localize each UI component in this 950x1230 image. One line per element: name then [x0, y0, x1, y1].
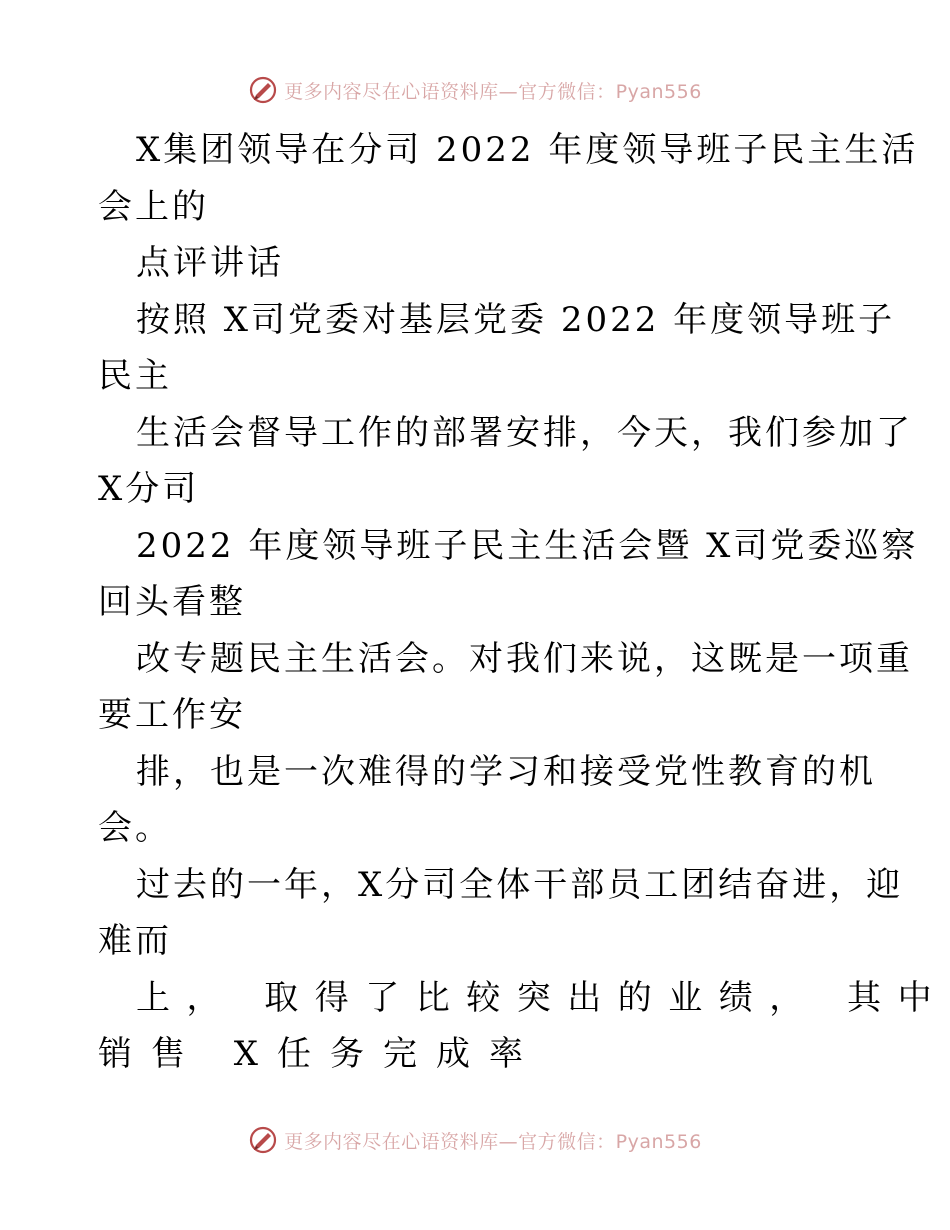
body-line: 2022 年度领导班子民主生活会暨 X司党委巡察 — [136, 525, 919, 566]
body-line: 按照 X司党委对基层党委 2022 年度领导班子 — [136, 299, 896, 340]
body-line: 点评讲话 — [136, 243, 284, 283]
watermark-text: 更多内容尽在心语资料库—官方微信：Pyan556 — [284, 80, 702, 103]
body-line: X分司 — [98, 469, 200, 509]
body-line: 改专题民主生活会。对我们来说，这既是一项重 — [136, 638, 913, 679]
body-line: 排，也是一次难得的学习和接受党性教育的机 — [136, 751, 876, 792]
body-line: 要工作安 — [98, 695, 246, 735]
pen-circle-logo-icon — [248, 1125, 278, 1155]
document-body — [98, 122, 949, 1083]
pen-circle-logo-icon — [248, 75, 278, 105]
body-line: 难而 — [98, 921, 172, 961]
watermark-text: 更多内容尽在心语资料库—官方微信：Pyan556 — [284, 1130, 702, 1153]
body-line: 会。 — [98, 808, 172, 848]
body-line: 上， 取得了比较突出的业绩， 其中 — [136, 977, 949, 1018]
body-line: 过去的一年，X分司全体干部员工团结奋进，迎 — [136, 864, 904, 905]
body-line: 回头看整 — [98, 582, 246, 622]
body-line: 民主 — [98, 356, 172, 396]
body-line: X集团领导在分司 2022 年度领导班子民主生活 — [136, 130, 919, 170]
watermark-header — [0, 70, 950, 110]
body-line: 销售 X任务完成率 — [98, 1034, 543, 1074]
body-line: 生活会督导工作的部署安排，今天，我们参加了 — [136, 412, 913, 453]
body-line: 会上的 — [98, 186, 209, 227]
watermark-footer — [0, 1120, 950, 1160]
